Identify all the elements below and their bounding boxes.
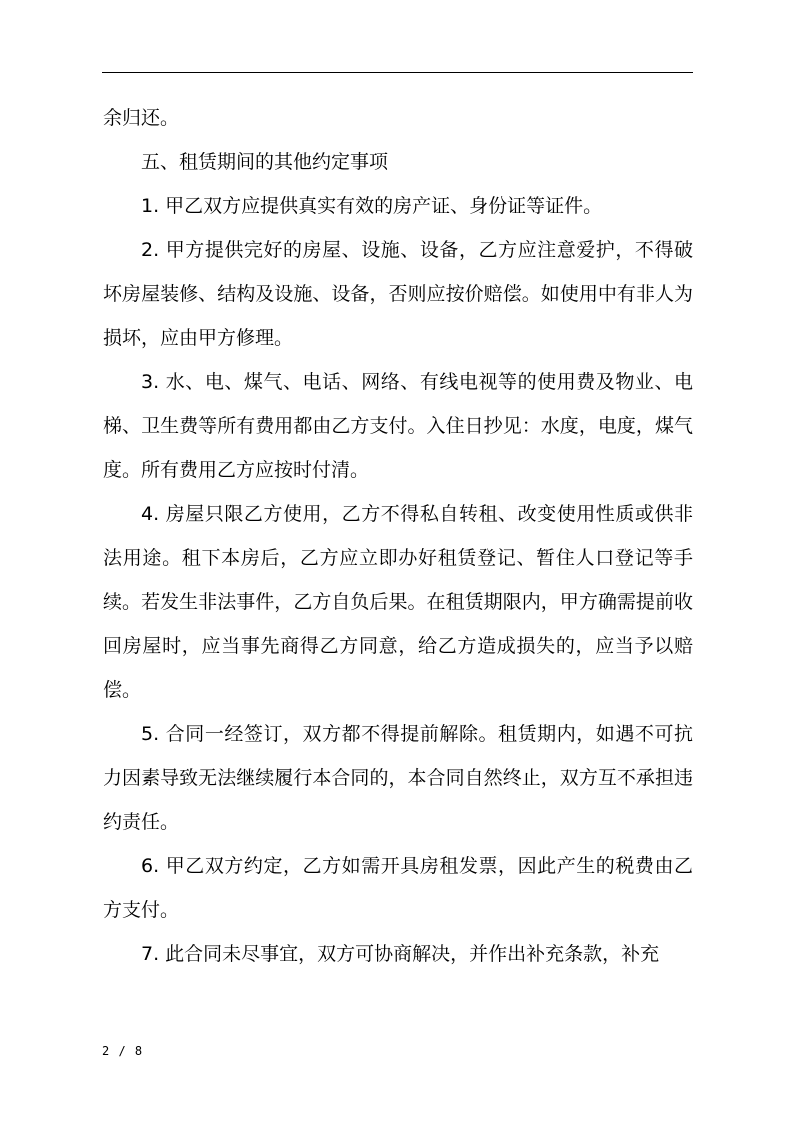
paragraph-continuation: 余归还。 [103, 107, 180, 129]
clause-2: 2. 甲方提供完好的房屋、设施、设备，乙方应注意爱护，不得破坏房屋装修、结构及设施、设备，否则应按价赔偿。如使用中有非人为损坏，应由甲方修理。 [103, 239, 693, 349]
clause-7: 7. 此合同未尽事宜，双方可协商解决，并作出补充条款，补充 [141, 943, 660, 965]
clause-1: 1. 甲乙双方应提供真实有效的房产证、身份证等证件。 [141, 195, 603, 217]
header-rule [102, 72, 693, 73]
clause-4: 4. 房屋只限乙方使用，乙方不得私自转租、改变使用性质或供非法用途。租下本房后，乙方应立即办好租赁登记、暂住人口登记等手续。若发生非法事件，乙方自负后果。在租赁期限内，甲方确需提前收回房屋时，应当事先商得乙方同意，给乙方造成损失的，应当予以赔偿。 [103, 503, 693, 701]
section-heading: 五、租赁期间的其他约定事项 [141, 151, 389, 173]
page-number: 2 / 8 [102, 1044, 144, 1058]
clause-6: 6. 甲乙双方约定，乙方如需开具房租发票，因此产生的税费由乙方支付。 [103, 855, 693, 921]
clause-3: 3. 水、电、煤气、电话、网络、有线电视等的使用费及物业、电梯、卫生费等所有费用都由乙方支付。入住日抄见：水度，电度，煤气度。所有费用乙方应按时付清。 [103, 371, 693, 481]
clause-5: 5. 合同一经签订，双方都不得提前解除。租赁期内，如遇不可抗力因素导致无法继续履行本合同的，本合同自然终止，双方互不承担违约责任。 [103, 723, 693, 833]
document-body [103, 96, 693, 976]
